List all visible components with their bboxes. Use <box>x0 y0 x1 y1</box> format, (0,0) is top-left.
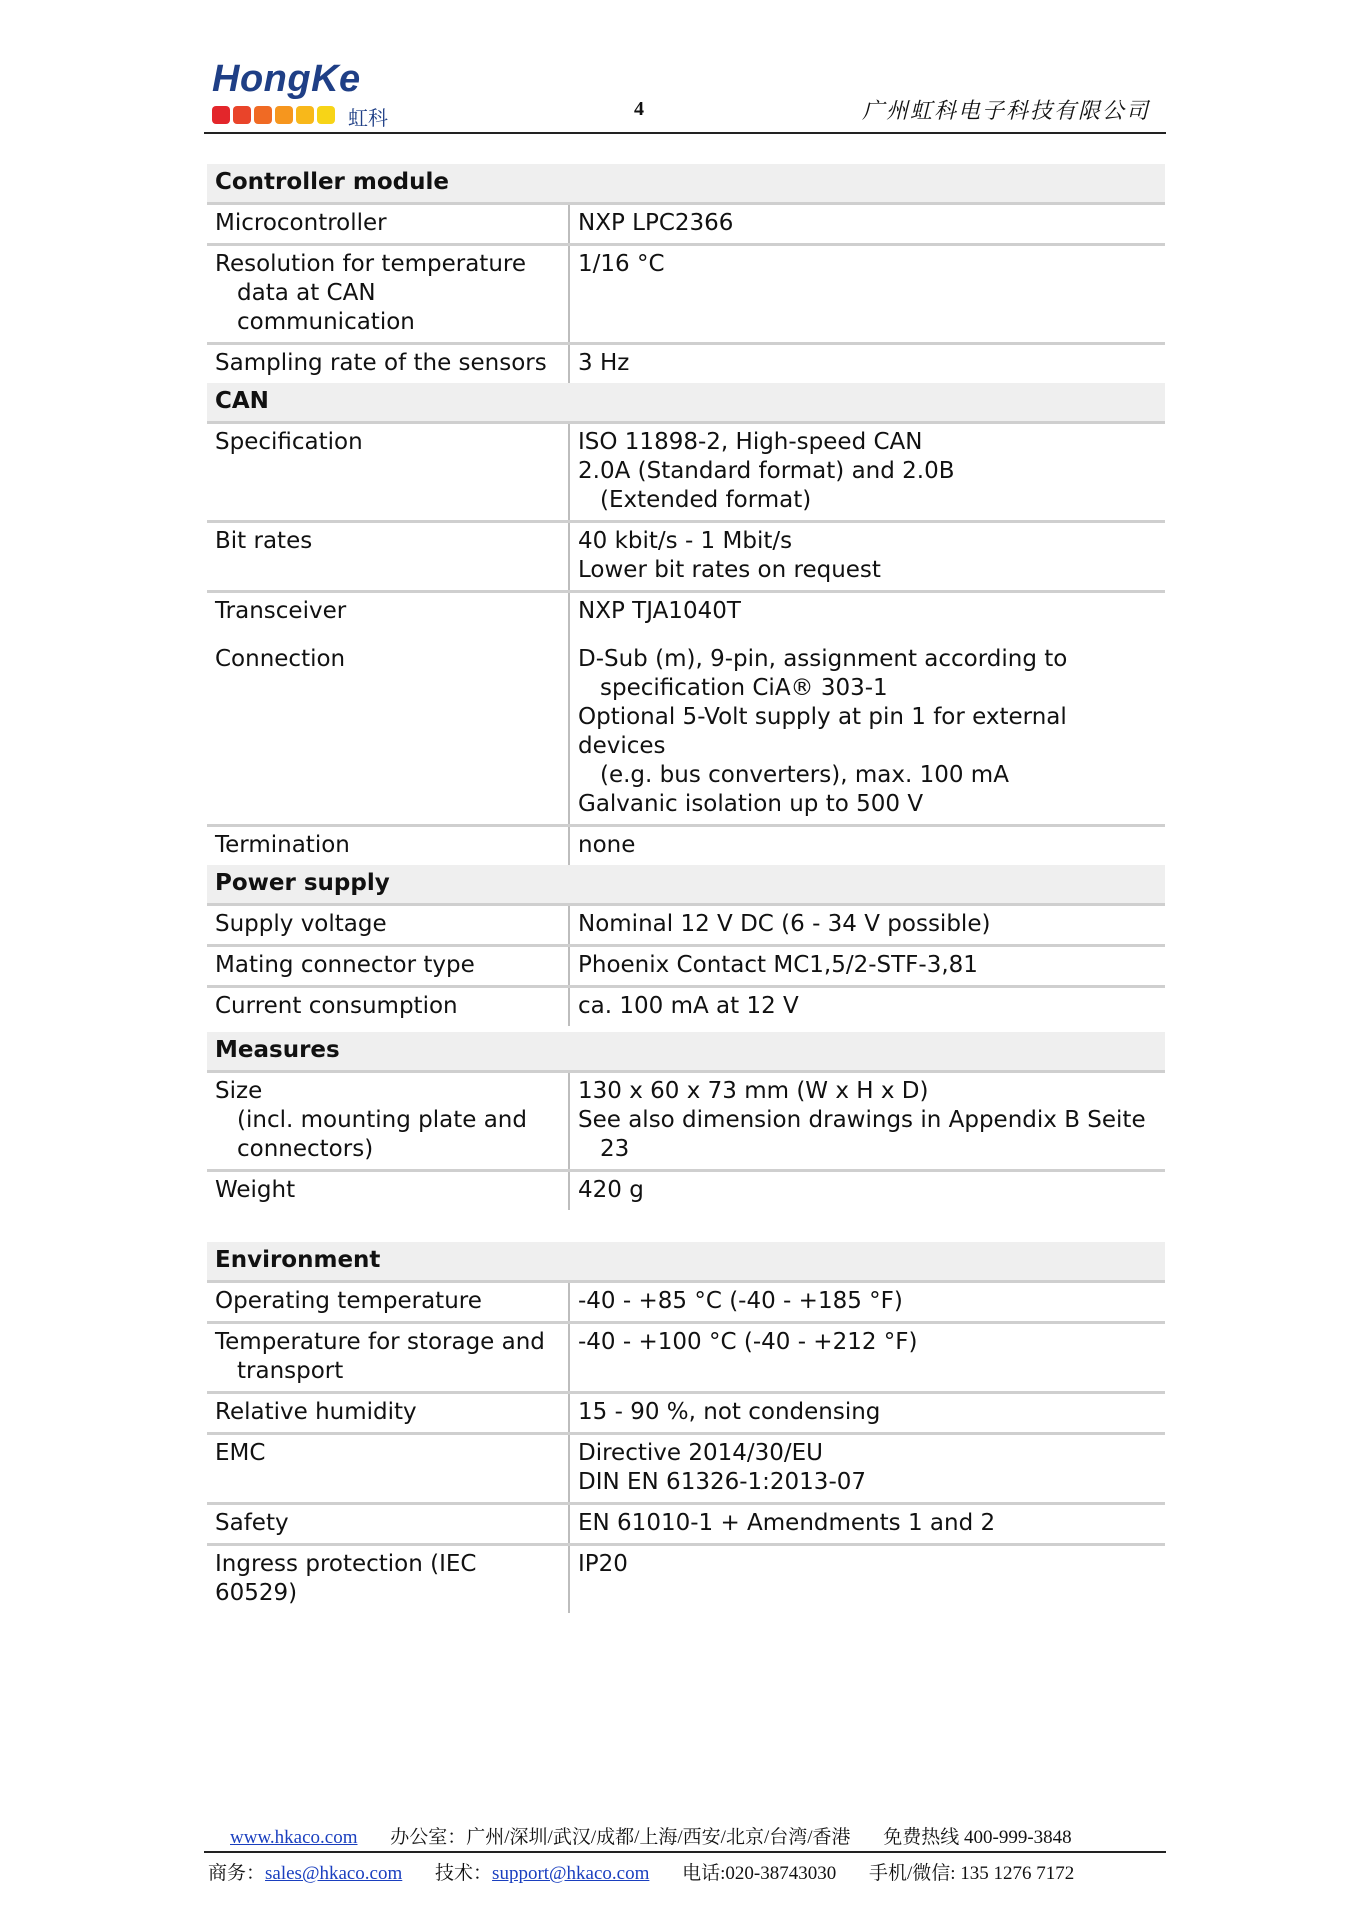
spec-label <box>207 1072 569 1171</box>
table-row <box>207 1504 1165 1545</box>
environment-table <box>207 1242 1165 1613</box>
table-row <box>207 592 1165 632</box>
section-title: CAN <box>207 383 1165 423</box>
table-row <box>207 344 1165 384</box>
support-email-link[interactable]: support@hkaco.com <box>492 1863 650 1884</box>
logo-dot <box>317 106 335 124</box>
spec-value-line: (Extended format) <box>600 487 812 513</box>
spec-label: Termination <box>207 826 569 866</box>
logo-chinese-name: 虹科 <box>348 106 388 130</box>
spec-value-line: Directive 2014/30/EU <box>578 1440 823 1466</box>
spec-value: Phoenix Contact MC1,5/2-STF-3,81 <box>569 946 1165 987</box>
spec-label: Sampling rate of the sensors <box>207 344 569 384</box>
spec-value-line: Optional 5-Volt supply at pin 1 for external devices <box>578 704 1067 759</box>
spec-value: 420 g <box>569 1171 1165 1211</box>
spec-value <box>569 631 1165 826</box>
footer-divider <box>204 1851 1166 1853</box>
section-title: Controller module <box>207 164 1165 204</box>
spec-label-line: (incl. mounting plate and <box>237 1107 527 1133</box>
spec-label-line: transport <box>237 1358 344 1384</box>
table-row <box>207 522 1165 592</box>
footer-line-2 <box>208 1858 1168 1885</box>
spec-label: Microcontroller <box>207 204 569 245</box>
spec-value-line: 23 <box>600 1136 630 1162</box>
spec-value-line: Lower bit rates on request <box>578 557 881 583</box>
table-row <box>207 1545 1165 1614</box>
table-row <box>207 1323 1165 1393</box>
spec-label: Operating temperature <box>207 1282 569 1323</box>
section-title: Power supply <box>207 865 1165 905</box>
spec-value: Nominal 12 V DC (6 - 34 V possible) <box>569 905 1165 946</box>
table-row <box>207 987 1165 1027</box>
table-row <box>207 423 1165 522</box>
sales-label: 商务： <box>208 1863 266 1884</box>
page-number: 4 <box>634 98 644 120</box>
spec-value: 15 - 90 %, not condensing <box>569 1393 1165 1434</box>
spec-value-line: ISO 11898-2, High-speed CAN <box>578 429 923 455</box>
spec-label: Relative humidity <box>207 1393 569 1434</box>
spec-label: Specification <box>207 423 569 522</box>
table-row <box>207 1072 1165 1171</box>
table-row <box>207 826 1165 866</box>
spec-value: NXP LPC2366 <box>569 204 1165 245</box>
company-logo: HongKe <box>212 58 361 100</box>
controller-module-table <box>207 164 1165 383</box>
spec-value: NXP TJA1040T <box>569 592 1165 632</box>
hotline: 免费热线 400-999-3848 <box>883 1827 1072 1848</box>
logo-dot <box>296 106 314 124</box>
spec-value: ca. 100 mA at 12 V <box>569 987 1165 1027</box>
spec-value-line: 2.0A (Standard format) and 2.0B <box>578 458 955 484</box>
spec-value-line: D-Sub (m), 9-pin, assignment according to <box>578 646 1068 672</box>
table-row <box>207 946 1165 987</box>
spec-label: Current consumption <box>207 987 569 1027</box>
spec-value-line: Galvanic isolation up to 500 V <box>578 791 924 817</box>
spec-value-line: 130 x 60 x 73 mm (W x H x D) <box>578 1078 929 1104</box>
spec-label: Transceiver <box>207 592 569 632</box>
spec-value-line: specification CiA® 303-1 <box>600 675 888 701</box>
table-row <box>207 245 1165 344</box>
spec-label: Mating connector type <box>207 946 569 987</box>
table-row <box>207 631 1165 826</box>
spec-label: Bit rates <box>207 522 569 592</box>
spec-label <box>207 245 569 344</box>
mobile-number: 手机/微信: 135 1276 7172 <box>868 1863 1075 1884</box>
can-table <box>207 383 1165 1026</box>
spec-value: 3 Hz <box>569 344 1165 384</box>
spec-value: none <box>569 826 1165 866</box>
spec-label-line: Resolution for temperature <box>215 251 526 277</box>
spec-label: Weight <box>207 1171 569 1211</box>
logo-dot <box>275 106 293 124</box>
footer-line-1 <box>230 1822 1150 1849</box>
section-title: Measures <box>207 1032 1165 1072</box>
spec-value-line: (e.g. bus converters), max. 100 mA <box>600 762 1009 788</box>
table-row <box>207 1434 1165 1504</box>
spec-label <box>207 1323 569 1393</box>
section-title: Environment <box>207 1242 1165 1282</box>
spec-label-line: Size <box>215 1078 263 1104</box>
logo-dot <box>254 106 272 124</box>
website-link[interactable]: www.hkaco.com <box>230 1827 358 1848</box>
spec-value <box>569 1072 1165 1171</box>
logo-dot <box>212 106 230 124</box>
office-locations: 办公室：广州/深圳/武汉/成都/上海/西安/北京/台湾/香港 <box>390 1827 851 1848</box>
spec-value <box>569 522 1165 592</box>
table-row <box>207 204 1165 245</box>
phone-number: 电话:020-38743030 <box>682 1863 837 1884</box>
table-row <box>207 1282 1165 1323</box>
spec-value: IP20 <box>569 1545 1165 1614</box>
spec-label: EMC <box>207 1434 569 1504</box>
table-row <box>207 1393 1165 1434</box>
spec-label: Safety <box>207 1504 569 1545</box>
spec-value: 1/16 °C <box>569 245 1165 344</box>
spec-value <box>569 1434 1165 1504</box>
support-label: 技术： <box>435 1863 493 1884</box>
spec-label: Connection <box>207 631 569 826</box>
spec-value-line: 40 kbit/s - 1 Mbit/s <box>578 528 793 554</box>
page-header <box>204 58 1166 134</box>
table-row <box>207 1171 1165 1211</box>
spec-value: -40 - +85 °C (-40 - +185 °F) <box>569 1282 1165 1323</box>
spec-label-line: Temperature for storage and <box>215 1329 545 1355</box>
spec-label: Supply voltage <box>207 905 569 946</box>
spec-label-line: data at CAN communication <box>237 280 415 335</box>
spec-label-line: connectors) <box>237 1136 374 1162</box>
table-row <box>207 905 1165 946</box>
logo-dot <box>233 106 251 124</box>
spec-value-line: DIN EN 61326-1:2013-07 <box>578 1469 867 1495</box>
measures-table <box>207 1032 1165 1210</box>
spec-value-line: See also dimension drawings in Appendix B Seite <box>578 1107 1146 1133</box>
spec-value: -40 - +100 °C (-40 - +212 °F) <box>569 1323 1165 1393</box>
spec-label: Ingress protection (IEC 60529) <box>207 1545 569 1614</box>
spec-value <box>569 423 1165 522</box>
company-name: 广州虹科电子科技有限公司 <box>861 99 1150 124</box>
logo-color-dots <box>212 106 338 126</box>
spec-value: EN 61010-1 + Amendments 1 and 2 <box>569 1504 1165 1545</box>
sales-email-link[interactable]: sales@hkaco.com <box>265 1863 403 1884</box>
